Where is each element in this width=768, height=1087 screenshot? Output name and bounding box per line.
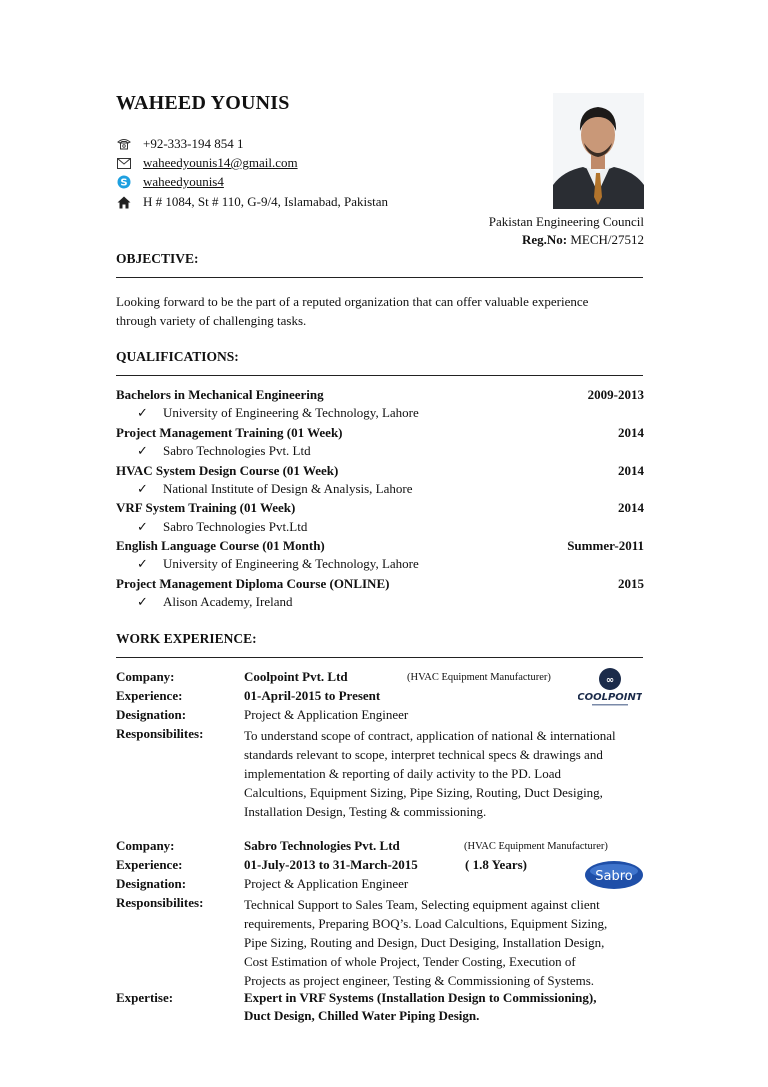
- qualification-row: [116, 576, 644, 592]
- expertise-line: Expert in VRF Systems (Installation Design to Commissioning),: [244, 990, 597, 1005]
- qualification-institute: Sabro Technologies Pvt.Ltd: [163, 519, 308, 534]
- checkmark-icon: ✓: [137, 443, 148, 458]
- skype-icon: [116, 175, 132, 189]
- responsibilities-line: Projects as project engineer, Testing & Commissioning of Systems.: [244, 973, 595, 988]
- address-row: [116, 194, 388, 210]
- responsibilities-line: Installation Design, Testing & commissioning.: [244, 804, 487, 819]
- experience-dates: 01-July-2013 to 31-March-2015: [244, 857, 418, 872]
- home-icon: [116, 195, 132, 209]
- qualification-year: 2014: [618, 463, 644, 478]
- coolpoint-logo-text: COOLPOINT: [578, 692, 642, 703]
- responsibilities-line: Pipe Sizing, Routing and Design, Duct Desiging, Installation Design,: [244, 935, 605, 950]
- responsibilities-line: To understand scope of contract, application of national & international: [244, 728, 616, 743]
- designation-label: Designation:: [116, 876, 187, 891]
- qualification-institute: University of Engineering & Technology, Lahore: [163, 405, 419, 420]
- svg-text:∞: ∞: [605, 675, 615, 686]
- objective-divider: [116, 277, 643, 278]
- sabro-logo-text: Sabro: [595, 869, 633, 884]
- responsibilities-line: Technical Support to Sales Team, Selecting equipment against client: [244, 897, 600, 912]
- qualifications-title: QUALIFICATIONS:: [116, 349, 239, 364]
- responsibilities-line: Cost Estimation of whole Project, Tender Costing, Execution of: [244, 954, 576, 969]
- responsibilities-text: [244, 895, 645, 990]
- responsibilities-line: Calcultions, Equipment Sizing, Pipe Sizing, Routing, Duct Desiging,: [244, 785, 603, 800]
- checkmark-icon: ✓: [137, 481, 148, 496]
- responsibilities-line: standards relevant to scope, interpret technical specs & drawings and: [244, 747, 603, 762]
- qualification-title: Project Management Training (01 Week): [116, 425, 343, 440]
- phone-row: [116, 136, 244, 152]
- qualification-institute-row: [137, 519, 307, 535]
- reg-label: Reg.No:: [521, 232, 568, 247]
- company-name: Coolpoint Pvt. Ltd: [244, 669, 348, 684]
- coolpoint-logo: [578, 666, 642, 710]
- objective-title: OBJECTIVE:: [116, 251, 199, 266]
- registration-number: [522, 232, 644, 248]
- qualification-title: English Language Course (01 Month): [116, 538, 325, 553]
- email-row: [116, 155, 298, 171]
- qualification-row: [116, 538, 644, 554]
- svg-text:S: S: [120, 177, 128, 189]
- responsibilities-line: requirements, Preparing BOQ’s. Load Calcultions, Equipment Sizing,: [244, 916, 608, 931]
- experience-label: Experience:: [116, 857, 183, 872]
- company-name: Sabro Technologies Pvt. Ltd: [244, 838, 400, 853]
- qualifications-divider: [116, 375, 643, 376]
- responsibilities-line: implementation & reporting of daily activity to the PD. Load: [244, 766, 561, 781]
- qualification-institute-row: [137, 481, 412, 497]
- company-label: Company:: [116, 838, 175, 853]
- objective-text: [116, 292, 644, 330]
- qualification-year: 2014: [618, 425, 644, 440]
- qualification-institute-row: [137, 556, 419, 572]
- experience-duration: ( 1.8 Years): [465, 857, 527, 872]
- skype-link[interactable]: waheedyounis4: [143, 174, 224, 189]
- qualification-year: 2014: [618, 500, 644, 515]
- envelope-icon: [116, 156, 132, 170]
- qualification-institute-row: [137, 443, 311, 459]
- responsibilities-text: [244, 726, 645, 821]
- email-link[interactable]: waheedyounis14@gmail.com: [143, 155, 298, 170]
- qualification-institute: University of Engineering & Technology, Lahore: [163, 556, 419, 571]
- company-note: (HVAC Equipment Manufacturer): [464, 841, 608, 852]
- candidate-name: WAHEED YOUNIS: [116, 92, 290, 114]
- qualification-title: VRF System Training (01 Week): [116, 500, 296, 515]
- sabro-logo: [584, 860, 644, 890]
- qualification-row: [116, 425, 644, 441]
- work-divider: [116, 657, 643, 658]
- designation-label: Designation:: [116, 707, 187, 722]
- checkmark-icon: ✓: [137, 405, 148, 420]
- address: H # 1084, St # 110, G-9/4, Islamabad, Pakistan: [143, 194, 389, 209]
- checkmark-icon: ✓: [137, 519, 148, 534]
- qualification-institute: Alison Academy, Ireland: [163, 594, 293, 609]
- qualification-title: HVAC System Design Course (01 Week): [116, 463, 339, 478]
- qualification-row: [116, 387, 644, 403]
- qualification-row: [116, 463, 644, 479]
- qualification-institute-row: [137, 405, 419, 421]
- responsibilities-label: Responsibilites:: [116, 895, 204, 910]
- qualification-institute: National Institute of Design & Analysis, Lahore: [163, 481, 413, 496]
- work-experience-title: WORK EXPERIENCE:: [116, 631, 257, 646]
- experience-label: Experience:: [116, 688, 183, 703]
- expertise-line: Duct Design, Chilled Water Piping Design.: [244, 1008, 480, 1023]
- profile-photo: [553, 93, 644, 209]
- objective-line: Looking forward to be the part of a reputed organization that can offer valuable experience: [116, 294, 589, 309]
- qualification-year: 2015: [618, 576, 644, 591]
- phone-icon: [116, 137, 132, 151]
- qualification-institute-row: [137, 594, 292, 610]
- objective-line: through variety of challenging tasks.: [116, 313, 307, 328]
- checkmark-icon: ✓: [137, 594, 148, 609]
- responsibilities-label: Responsibilites:: [116, 726, 204, 741]
- phone-number: +92-333-194 854 1: [143, 136, 244, 151]
- qualification-title: Bachelors in Mechanical Engineering: [116, 387, 324, 402]
- expertise-label: Expertise:: [116, 990, 174, 1005]
- qualification-year: 2009-2013: [587, 387, 644, 402]
- checkmark-icon: ✓: [137, 556, 148, 571]
- qualification-institute: Sabro Technologies Pvt. Ltd: [163, 443, 311, 458]
- designation-value: Project & Application Engineer: [244, 707, 409, 722]
- company-note: (HVAC Equipment Manufacturer): [407, 672, 551, 683]
- designation-value: Project & Application Engineer: [244, 876, 409, 891]
- council-name: Pakistan Engineering Council: [488, 214, 644, 229]
- qualification-row: [116, 500, 644, 516]
- experience-dates: 01-April-2015 to Present: [244, 688, 381, 703]
- skype-row: [116, 174, 224, 190]
- company-label: Company:: [116, 669, 175, 684]
- reg-value: MECH/27512: [570, 232, 644, 247]
- qualification-year: Summer-2011: [567, 538, 644, 553]
- qualification-title: Project Management Diploma Course (ONLINE): [116, 576, 390, 591]
